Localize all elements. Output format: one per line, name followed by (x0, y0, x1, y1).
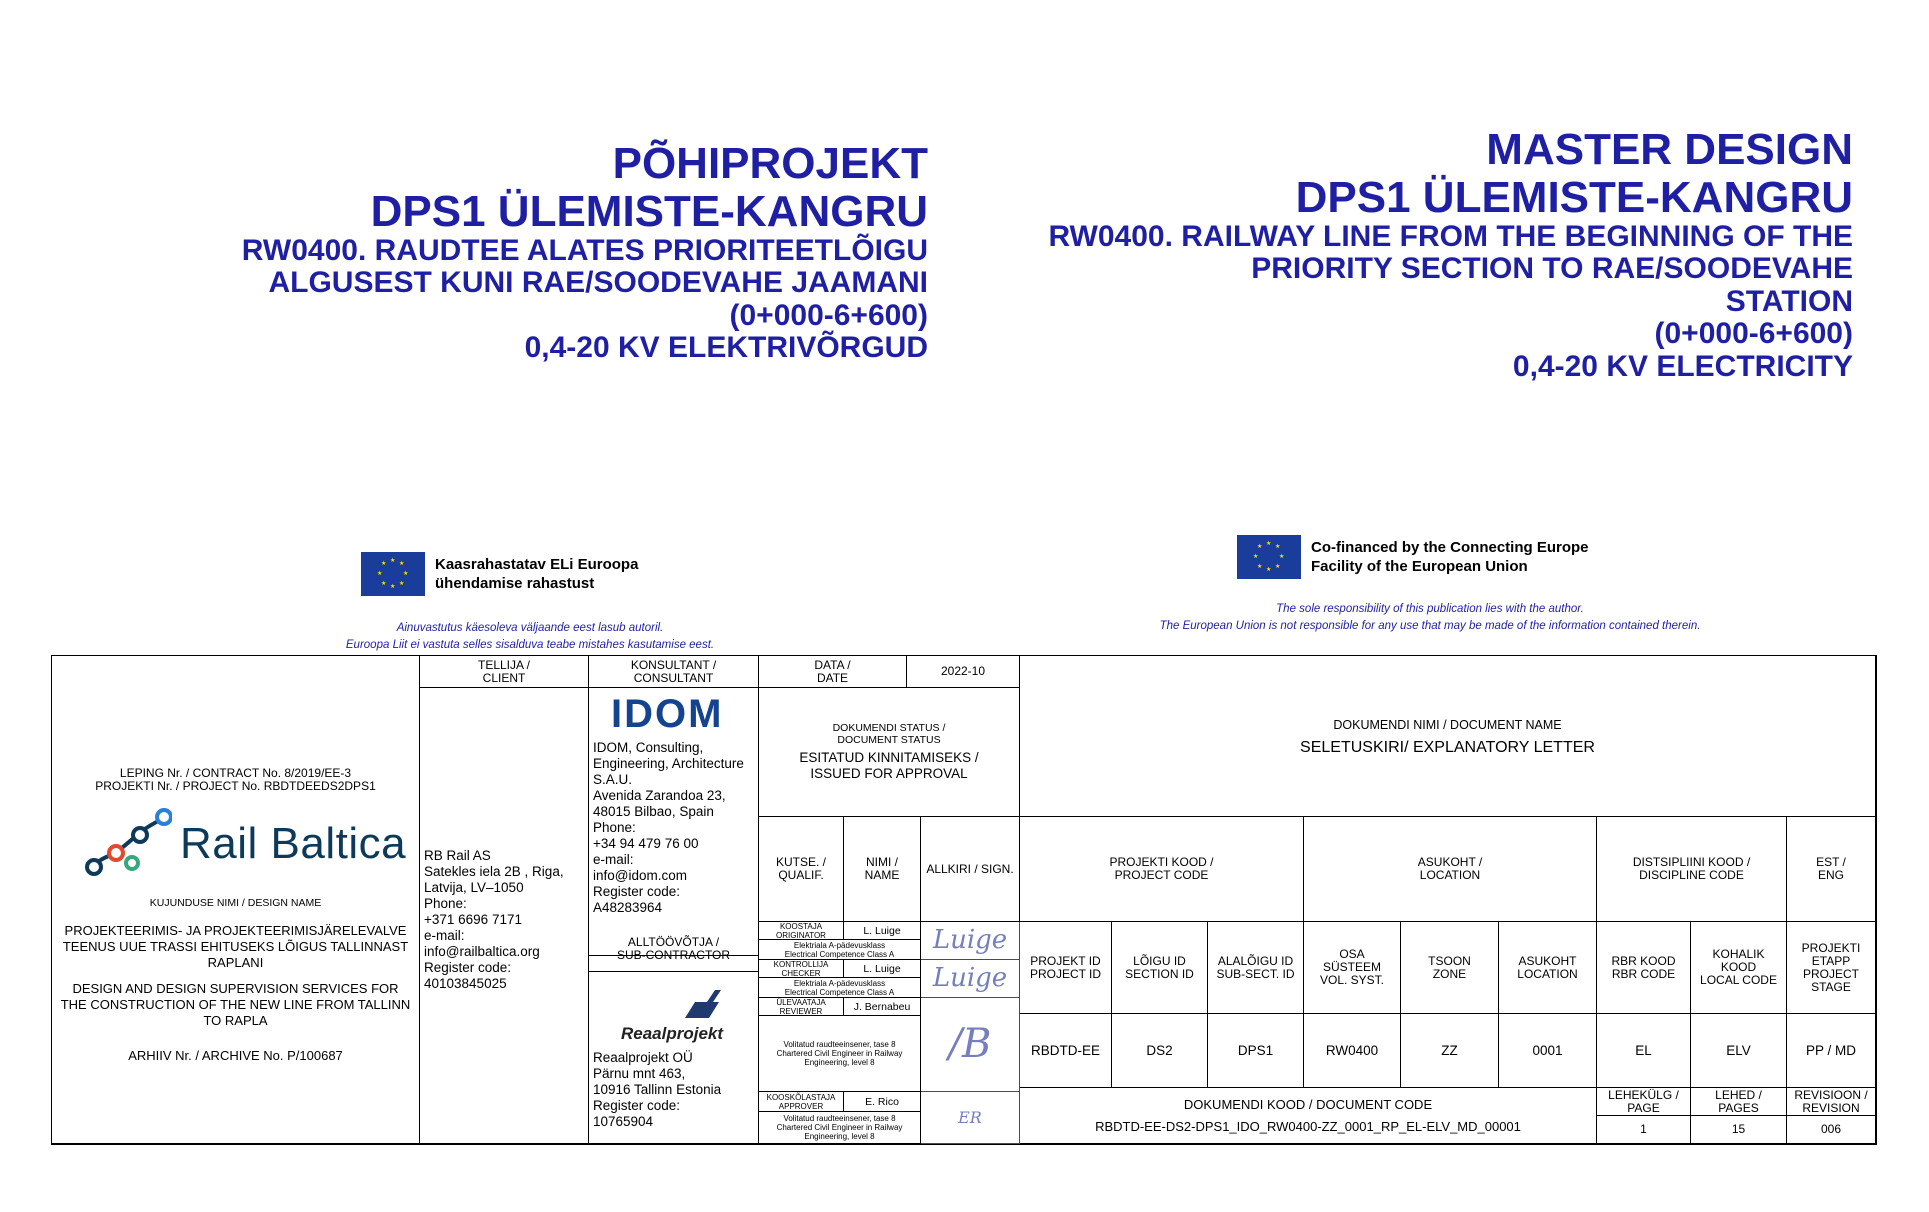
consultant-line: +34 94 479 76 00 (593, 836, 699, 851)
et-title-line-1: PÕHIPROJEKT (612, 139, 928, 188)
consultant-line: Engineering, Architecture (593, 756, 744, 771)
client-line: info@railbaltica.org (424, 944, 540, 959)
code-value: DS2 (1112, 1014, 1208, 1088)
page-value: 1 (1597, 1116, 1691, 1144)
code-value: ZZ (1401, 1014, 1499, 1088)
reviewer-name: J. Bernabeu (844, 998, 921, 1016)
qualification-et: Volitatud raudteeinsener, tase 8 (783, 1040, 896, 1049)
revision-label-et: REVISIOON / (1794, 1088, 1868, 1102)
client-line: Satekles iela 2B , Riga, (424, 864, 564, 879)
consultant-line: Register code: (593, 884, 681, 899)
role-reviewer (759, 998, 844, 1016)
code-col-h1: OSA (1339, 947, 1365, 961)
code-col-h2: SÜSTEEM (1322, 960, 1381, 974)
code-col-h1: PROJEKTI (1801, 940, 1861, 955)
project-code-header-et: PROJEKTI KOOD / (1109, 855, 1214, 869)
role-label-et: ÜLEVAATAJA (776, 998, 826, 1007)
subcontractor-line: Register code: (593, 1098, 681, 1113)
document-name-label: DOKUMENDI NIMI / DOCUMENT NAME (1333, 717, 1562, 732)
qualification-en: Electrical Competence Class A (784, 987, 895, 997)
en-title-line-5: STATION (1725, 284, 1853, 318)
code-col-h3: LOCAL CODE (1700, 973, 1777, 987)
code-col-h1: PROJEKT ID (1030, 953, 1101, 968)
role-label-et: KOOSKÕLASTAJA (766, 1092, 836, 1102)
en-title-line-1: MASTER DESIGN (1486, 125, 1853, 174)
code-value: 0001 (1499, 1014, 1597, 1088)
subcontractor-line: Reaalprojekt OÜ (593, 1050, 693, 1065)
role-label-et: KONTROLLIJA (773, 960, 829, 969)
page-label-et: LEHEKÜLG / (1608, 1088, 1679, 1102)
client-line: +371 6696 7171 (424, 912, 522, 927)
code-value: RBDTD-EE (1020, 1014, 1112, 1088)
pages-label-et: LEHED / (1715, 1088, 1762, 1102)
et-title-line-4: ALGUSEST KUNI RAE/SOODEVAHE JAAMANI (268, 266, 928, 300)
disclaimer-et (290, 620, 770, 654)
approver-signature: ER (921, 1092, 1020, 1144)
qualif-header-et: KUTSE. / (775, 855, 826, 869)
code-value: ELV (1691, 1014, 1787, 1088)
qualif-header (759, 817, 844, 922)
disclaimer-et-line-2: Euroopa Liit ei vastuta selles sisalduva teabe mistahes kasutamise eest. (345, 639, 715, 651)
client-line: 40103845025 (424, 976, 507, 991)
location-header-en: LOCATION (1419, 868, 1481, 882)
originator-qualification (759, 940, 921, 960)
en-title-line-7: 0,4-20 KV ELECTRICITY (1512, 349, 1853, 383)
eu-cofinanced-logo-en (1237, 535, 1589, 579)
date-label-en: DATE (816, 670, 849, 685)
document-status (759, 688, 1020, 817)
code-value: DPS1 (1208, 1014, 1304, 1088)
date-value: 2022-10 (907, 656, 1020, 688)
checker-signature: Luige (921, 960, 1020, 998)
code-col-header (1304, 922, 1401, 1014)
checker-name: L. Luige (844, 960, 921, 978)
role-label-en: CHECKER (781, 968, 821, 978)
pages-label (1691, 1088, 1787, 1116)
role-label-et: KOOSTAJA (779, 922, 823, 931)
project-code-header-en: PROJECT CODE (1114, 868, 1209, 882)
code-col-h2: LOCATION (1517, 966, 1578, 981)
client-details (420, 688, 589, 1144)
code-col-header (1597, 922, 1691, 1014)
subcontractor-header-en: SUB-CONTRACTOR (616, 947, 731, 962)
location-header (1304, 817, 1597, 922)
disclaimer-en-line-1: The sole responsibility of this publication lies with the author. (1276, 603, 1584, 615)
subcontractor-line: Pärnu mnt 463, (593, 1066, 686, 1081)
code-value: PP / MD (1787, 1014, 1876, 1088)
rail-baltica-logo-text: Rail Baltica (180, 818, 407, 868)
code-col-h1: ASUKOHT (1518, 953, 1577, 968)
code-col-h3: PROJECT STAGE (1802, 966, 1859, 994)
consultant-line: Phone: (593, 820, 636, 835)
title-english (953, 126, 1853, 383)
date-label-et: DATA / (814, 657, 851, 672)
code-col-h1: KOHALIK (1712, 947, 1765, 961)
disclaimer-en (1110, 601, 1750, 635)
revision-value: 006 (1787, 1116, 1876, 1144)
et-title-line-3: RW0400. RAUDTEE ALATES PRIORITEETLÕIGU (241, 234, 928, 268)
client-line: Register code: (424, 960, 512, 975)
name-header (844, 817, 921, 922)
consultant-line: A48283964 (593, 900, 663, 915)
reviewer-qualification (759, 1016, 921, 1092)
code-col-h2: ETAPP (1811, 953, 1851, 968)
discipline-code-header (1597, 817, 1787, 922)
et-title-line-5: (0+000-6+600) (729, 298, 928, 332)
code-col-h1: ALALÕIGU ID (1217, 953, 1294, 968)
reaalprojekt-logo (621, 988, 723, 1042)
role-label-en: REVIEWER (779, 1006, 823, 1016)
name-header-en: NAME (864, 868, 900, 882)
code-value: EL (1597, 1014, 1691, 1088)
subcontractor-line: 10765904 (593, 1114, 654, 1129)
doc-status-label-en: DOCUMENT STATUS (837, 734, 941, 746)
qualification-et: Volitatud raudteeinsener, tase 8 (783, 1114, 896, 1123)
client-header-et: TELLIJA / (477, 657, 531, 672)
code-col-h2: ZONE (1432, 966, 1467, 981)
client-line: RB Rail AS (424, 848, 491, 863)
consultant-line: info@idom.com (593, 868, 687, 883)
project-code-header (1020, 817, 1304, 922)
qualif-header-en: QUALIF. (778, 868, 824, 882)
doc-status-value-en: ISSUED FOR APPROVAL (810, 766, 968, 781)
client-header (420, 656, 589, 688)
eu-et-line-2: ühendamise rahastust (435, 575, 595, 592)
discipline-header-en: DISCIPLINE CODE (1639, 868, 1744, 882)
role-label-en: ORIGINATOR (776, 930, 826, 940)
consultant-header-et: KONSULTANT / (630, 657, 717, 672)
doc-status-label-et: DOKUMENDI STATUS / (832, 722, 946, 734)
code-col-header (1691, 922, 1787, 1014)
et-title-line-2: DPS1 ÜLEMISTE-KANGRU (370, 186, 928, 236)
location-header-et: ASUKOHT / (1417, 855, 1483, 869)
document-code-label: DOKUMENDI KOOD / DOCUMENT CODE (1183, 1096, 1433, 1112)
checker-qualification (759, 978, 921, 998)
reviewer-signature: /B (921, 998, 1020, 1092)
code-col-h1: TSOON (1428, 953, 1471, 968)
role-checker (759, 960, 844, 978)
en-title-line-4: PRIORITY SECTION TO RAE/SOODEVAHE (1251, 252, 1853, 286)
code-col-h2: KOOD (1720, 960, 1757, 974)
title-block-table (51, 655, 1877, 1145)
title-estonian (168, 140, 928, 365)
revision-label-en: REVISION (1802, 1100, 1860, 1115)
rail-baltica-logo (82, 807, 419, 879)
code-col-h2: PROJECT ID (1029, 966, 1102, 981)
consultant-header-en: CONSULTANT (633, 670, 714, 685)
design-name-et: PROJEKTEERIMIS- JA PROJEKTEERIMISJÄRELEVALVE TEENUS UUE TRASSI EHITUSEKS LÕIGUS TALLINNAST RAPLANI (62, 923, 409, 970)
consultant-details (589, 688, 759, 956)
pages-value: 15 (1691, 1116, 1787, 1144)
client-line: e-mail: (424, 928, 465, 943)
et-title-line-6: 0,4-20 KV ELEKTRIVÕRGUD (524, 331, 928, 365)
language-header-et: EST / (1816, 855, 1846, 869)
originator-name: L. Luige (844, 922, 921, 940)
code-col-header (1112, 922, 1208, 1014)
role-approver (759, 1092, 844, 1112)
code-value: RW0400 (1304, 1014, 1401, 1088)
discipline-header-et: DISTSIPLIINI KOOD / (1632, 855, 1751, 869)
consultant-line: IDOM, Consulting, (593, 740, 704, 755)
reaalprojekt-logo-text: Reaalprojekt (621, 1024, 724, 1043)
en-title-line-2: DPS1 ÜLEMISTE-KANGRU (1295, 172, 1853, 222)
client-line: Phone: (424, 896, 467, 911)
reaalprojekt-logo-icon (653, 988, 723, 1026)
consultant-line: S.A.U. (593, 772, 633, 787)
code-col-h1: RBR KOOD (1611, 953, 1676, 968)
code-col-header (1787, 922, 1876, 1014)
consultant-header (589, 656, 759, 688)
rail-baltica-logo-icon (82, 807, 172, 879)
eu-cofinanced-logo-et (361, 552, 638, 596)
qualification-et: Elektriala A-pädevusklass (793, 978, 886, 988)
qualification-en: Chartered Civil Engineer in Railway Engineering, level 8 (776, 1049, 903, 1067)
qualification-en: Electrical Competence Class A (784, 949, 895, 959)
subcontractor-header-et: ALLTÖÖVÕTJA / (627, 934, 720, 949)
subcontractor-line: 10916 Tallinn Estonia (593, 1082, 722, 1097)
date-label (759, 656, 907, 688)
code-col-h3: VOL. SYST. (1319, 973, 1385, 987)
revision-label (1787, 1088, 1876, 1116)
consultant-line: Avenida Zarandoa 23, (593, 788, 726, 803)
client-line: Latvija, LV–1050 (424, 880, 524, 895)
pages-label-en: PAGES (1718, 1100, 1759, 1115)
document-code-value: RBDTD-EE-DS2-DPS1_IDO_RW0400-ZZ_0001_RP_EL-ELV_MD_00001 (1095, 1118, 1521, 1134)
archive-number: ARHIIV Nr. / ARCHIVE No. P/100687 (128, 1048, 343, 1063)
en-title-line-6: (0+000-6+600) (1654, 317, 1853, 351)
page-label-en: PAGE (1627, 1100, 1660, 1115)
contract-number: LEPING Nr. / CONTRACT No. 8/2019/EE-3 (119, 766, 352, 780)
name-header-et: NIMI / (866, 855, 898, 869)
document-name-block (1020, 656, 1876, 817)
idom-logo: IDOM (611, 692, 724, 736)
code-col-h2: SECTION ID (1125, 966, 1194, 981)
document-code-block (1020, 1088, 1597, 1144)
subcontractor-details (589, 972, 759, 1144)
role-label-en: APPROVER (778, 1101, 824, 1111)
client-header-en: CLIENT (482, 670, 526, 685)
eu-flag-icon: ★ ★ ★ ★ ★ ★ ★ ★ (361, 552, 425, 596)
code-col-header (1499, 922, 1597, 1014)
code-col-header (1401, 922, 1499, 1014)
subcontractor-header (589, 926, 759, 972)
approver-qualification (759, 1112, 921, 1144)
design-name-en: DESIGN AND DESIGN SUPERVISION SERVICES FOR THE CONSTRUCTION OF THE NEW LINE FROM TALLINN TO RAPLA (60, 981, 411, 1028)
approver-name: E. Rico (844, 1092, 921, 1112)
en-title-line-3: RW0400. RAILWAY LINE FROM THE BEGINNING OF THE (1048, 220, 1853, 254)
role-originator (759, 922, 844, 940)
eu-en-line-2: Facility of the European Union (1311, 558, 1528, 575)
doc-status-value-et: ESITATUD KINNITAMISEKS / (799, 750, 979, 765)
design-name-label: KUJUNDUSE NIMI / DESIGN NAME (149, 897, 322, 909)
eu-et-line-1: Kaasrahastatav ELi Euroopa (435, 556, 639, 573)
language-header-en: ENG (1817, 868, 1844, 882)
code-col-h1: LÕIGU ID (1133, 953, 1186, 968)
originator-signature: Luige (921, 922, 1020, 960)
consultant-line: e-mail: (593, 852, 634, 867)
code-col-h2: SUB-SECT. ID (1216, 966, 1295, 981)
disclaimer-et-line-1: Ainuvastutus käesoleva väljaande eest lasub autoril. (396, 622, 664, 634)
code-col-header (1208, 922, 1304, 1014)
language-header (1787, 817, 1876, 922)
code-col-h2: RBR CODE (1611, 966, 1676, 981)
eu-flag-icon: ★ ★ ★ ★ ★ ★ ★ ★ (1237, 535, 1301, 579)
contract-block (52, 656, 420, 1144)
qualification-et: Elektriala A-pädevusklass (793, 940, 886, 950)
qualification-en: Chartered Civil Engineer in Railway Engineering, level 8 (776, 1123, 903, 1141)
code-col-header (1020, 922, 1112, 1014)
consultant-line: 48015 Bilbao, Spain (593, 804, 714, 819)
sign-header: ALLKIRI / SIGN. (921, 817, 1020, 922)
page-label (1597, 1088, 1691, 1116)
eu-en-line-1: Co-financed by the Connecting Europe (1311, 539, 1589, 556)
project-number: PROJEKTI Nr. / PROJECT No. RBDTDEEDS2DPS1 (95, 779, 376, 793)
document-name-value: SELETUSKIRI/ EXPLANATORY LETTER (1300, 738, 1595, 756)
disclaimer-en-line-2: The European Union is not responsible for any use that may be made of the information contained therein. (1159, 620, 1701, 632)
